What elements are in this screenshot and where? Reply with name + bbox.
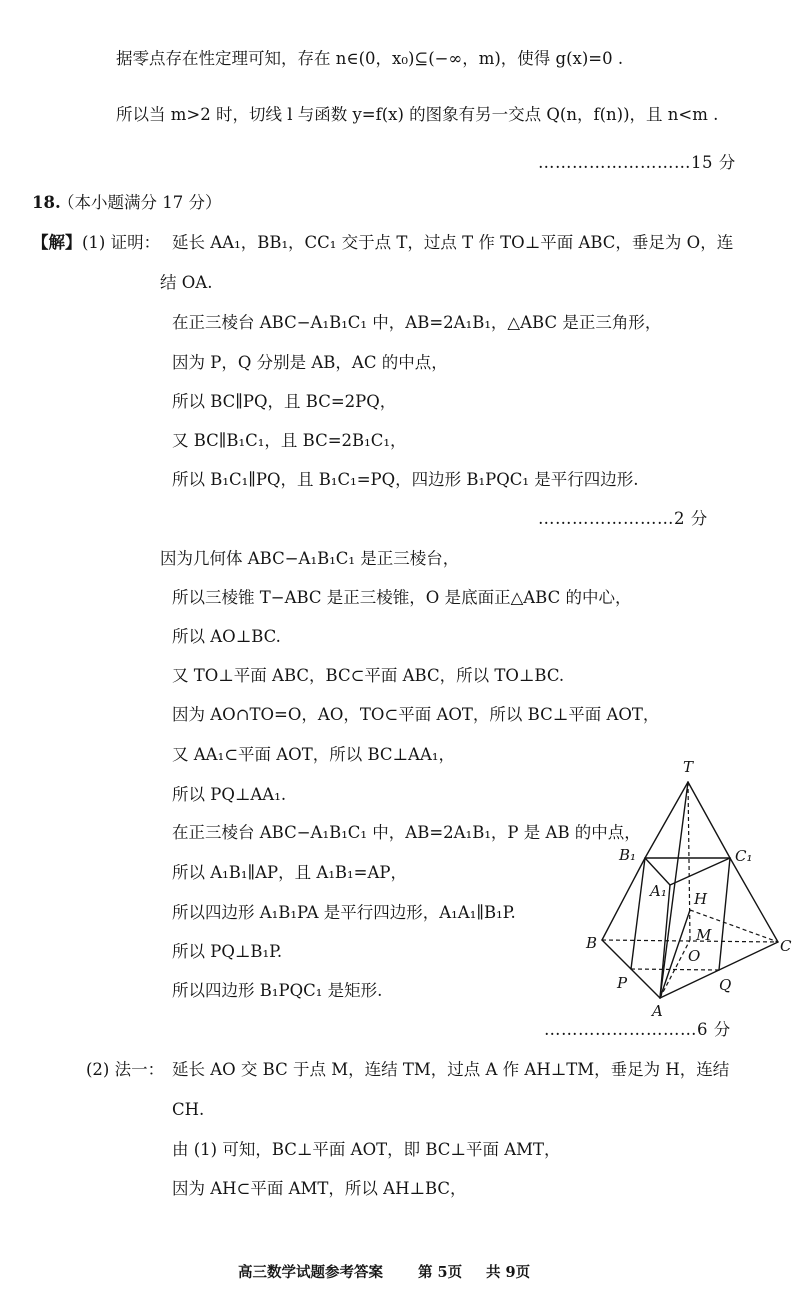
text-line: 因为 P，Q 分别是 AB，AC 的中点，: [172, 353, 448, 372]
text-line: 由 (1) 可知，BC⊥平面 AOT，即 BC⊥平面 AMT，: [172, 1140, 561, 1159]
label-H: H: [694, 890, 708, 908]
edge-B1A1: [645, 858, 670, 885]
text-line: CH.: [172, 1100, 205, 1119]
part1-label: (1) 证明：: [82, 233, 161, 252]
label-P: P: [617, 974, 628, 992]
score-mark: ………………………6 分: [544, 1020, 731, 1039]
score-mark: ………………………15 分: [538, 153, 736, 172]
text-line: 所以 AO⊥BC.: [172, 627, 281, 646]
footer-total: 共 9页: [486, 1264, 531, 1281]
edge-A1A: [660, 885, 670, 998]
text-line: 又 BC∥B₁C₁，且 BC=2B₁C₁，: [172, 431, 407, 450]
text-line: 所以四边形 B₁PQC₁ 是矩形.: [172, 981, 383, 1000]
text-line: 在正三棱台 ABC−A₁B₁C₁ 中，AB=2A₁B₁，△ABC 是正三角形，: [172, 313, 662, 332]
label-A1: A₁: [650, 882, 667, 900]
text-line: 所以 PQ⊥AA₁.: [172, 785, 287, 804]
edge-C1Q: [719, 858, 730, 970]
text-line: 又 AA₁⊂平面 AOT，所以 BC⊥AA₁，: [172, 745, 455, 764]
text-line: 所以 BC∥PQ，且 BC=2PQ，: [172, 392, 397, 411]
text-line: 所以 B₁C₁∥PQ，且 B₁C₁=PQ，四边形 B₁PQC₁ 是平行四边形.: [172, 470, 639, 489]
label-A: A: [652, 1002, 663, 1020]
text-line: 又 TO⊥平面 ABC，BC⊂平面 ABC，所以 TO⊥BC.: [172, 666, 565, 685]
edge-B1P: [631, 858, 645, 969]
text-line: 因为几何体 ABC−A₁B₁C₁ 是正三棱台，: [160, 549, 460, 568]
text-line: 所以 PQ⊥B₁P.: [172, 942, 283, 961]
text-line: 所以四边形 A₁B₁PA 是平行四边形，A₁A₁∥B₁P.: [172, 903, 516, 922]
footer-title: 高三数学试题参考答案: [238, 1264, 383, 1281]
question-number: 18.: [32, 193, 61, 212]
footer-page: 第 5页: [418, 1264, 463, 1281]
part2-label: (2) 法一：: [86, 1060, 165, 1079]
label-B1: B₁: [619, 846, 637, 864]
solution-label: 【解】: [32, 233, 82, 252]
label-O: O: [688, 947, 701, 965]
label-T: T: [683, 758, 694, 776]
frustum-figure: [582, 752, 794, 1020]
text-line: 因为 AO∩TO=O，AO，TO⊂平面 AOT，所以 BC⊥平面 AOT，: [172, 705, 660, 724]
text-line: 在正三棱台 ABC−A₁B₁C₁ 中，AB=2A₁B₁，P 是 AB 的中点，: [172, 823, 641, 842]
text-line: 延长 AA₁，BB₁，CC₁ 交于点 T，过点 T 作 TO⊥平面 ABC，垂足为 O，连: [172, 233, 734, 252]
label-M: M: [696, 926, 712, 944]
edge-A1C1: [670, 858, 730, 885]
label-C1: C₁: [735, 847, 753, 865]
edge-TC1: [688, 782, 730, 858]
label-B: B: [586, 934, 598, 952]
text-line: 所以三棱锥 T−ABC 是正三棱锥，O 是底面正△ABC 的中心，: [172, 588, 632, 607]
text-line: 据零点存在性定理可知，存在 n∈(0，x₀)⊆(−∞，m)，使得 g(x)=0 .: [116, 49, 624, 68]
label-C: C: [780, 937, 792, 955]
score-mark: ……………………2 分: [538, 509, 708, 528]
text-line: 延长 AO 交 BC 于点 M，连结 TM，过点 A 作 AH⊥TM，垂足为 H，连结: [172, 1060, 730, 1079]
text-line: 结 OA.: [160, 273, 213, 292]
label-Q: Q: [719, 976, 732, 994]
text-line: 所以 A₁B₁∥AP，且 A₁B₁=AP，: [172, 863, 408, 882]
edge-B1B: [602, 858, 645, 940]
edge-C1C: [730, 858, 778, 942]
text-line: 所以当 m>2 时，切线 l 与函数 y=f(x) 的图象有另一交点 Q(n，f(n))，且 n<m .: [116, 105, 719, 124]
edge-TB1: [645, 782, 688, 858]
question-note: （本小题满分 17 分）: [58, 193, 222, 212]
text-line: 因为 AH⊂平面 AMT，所以 AH⊥BC，: [172, 1179, 467, 1198]
